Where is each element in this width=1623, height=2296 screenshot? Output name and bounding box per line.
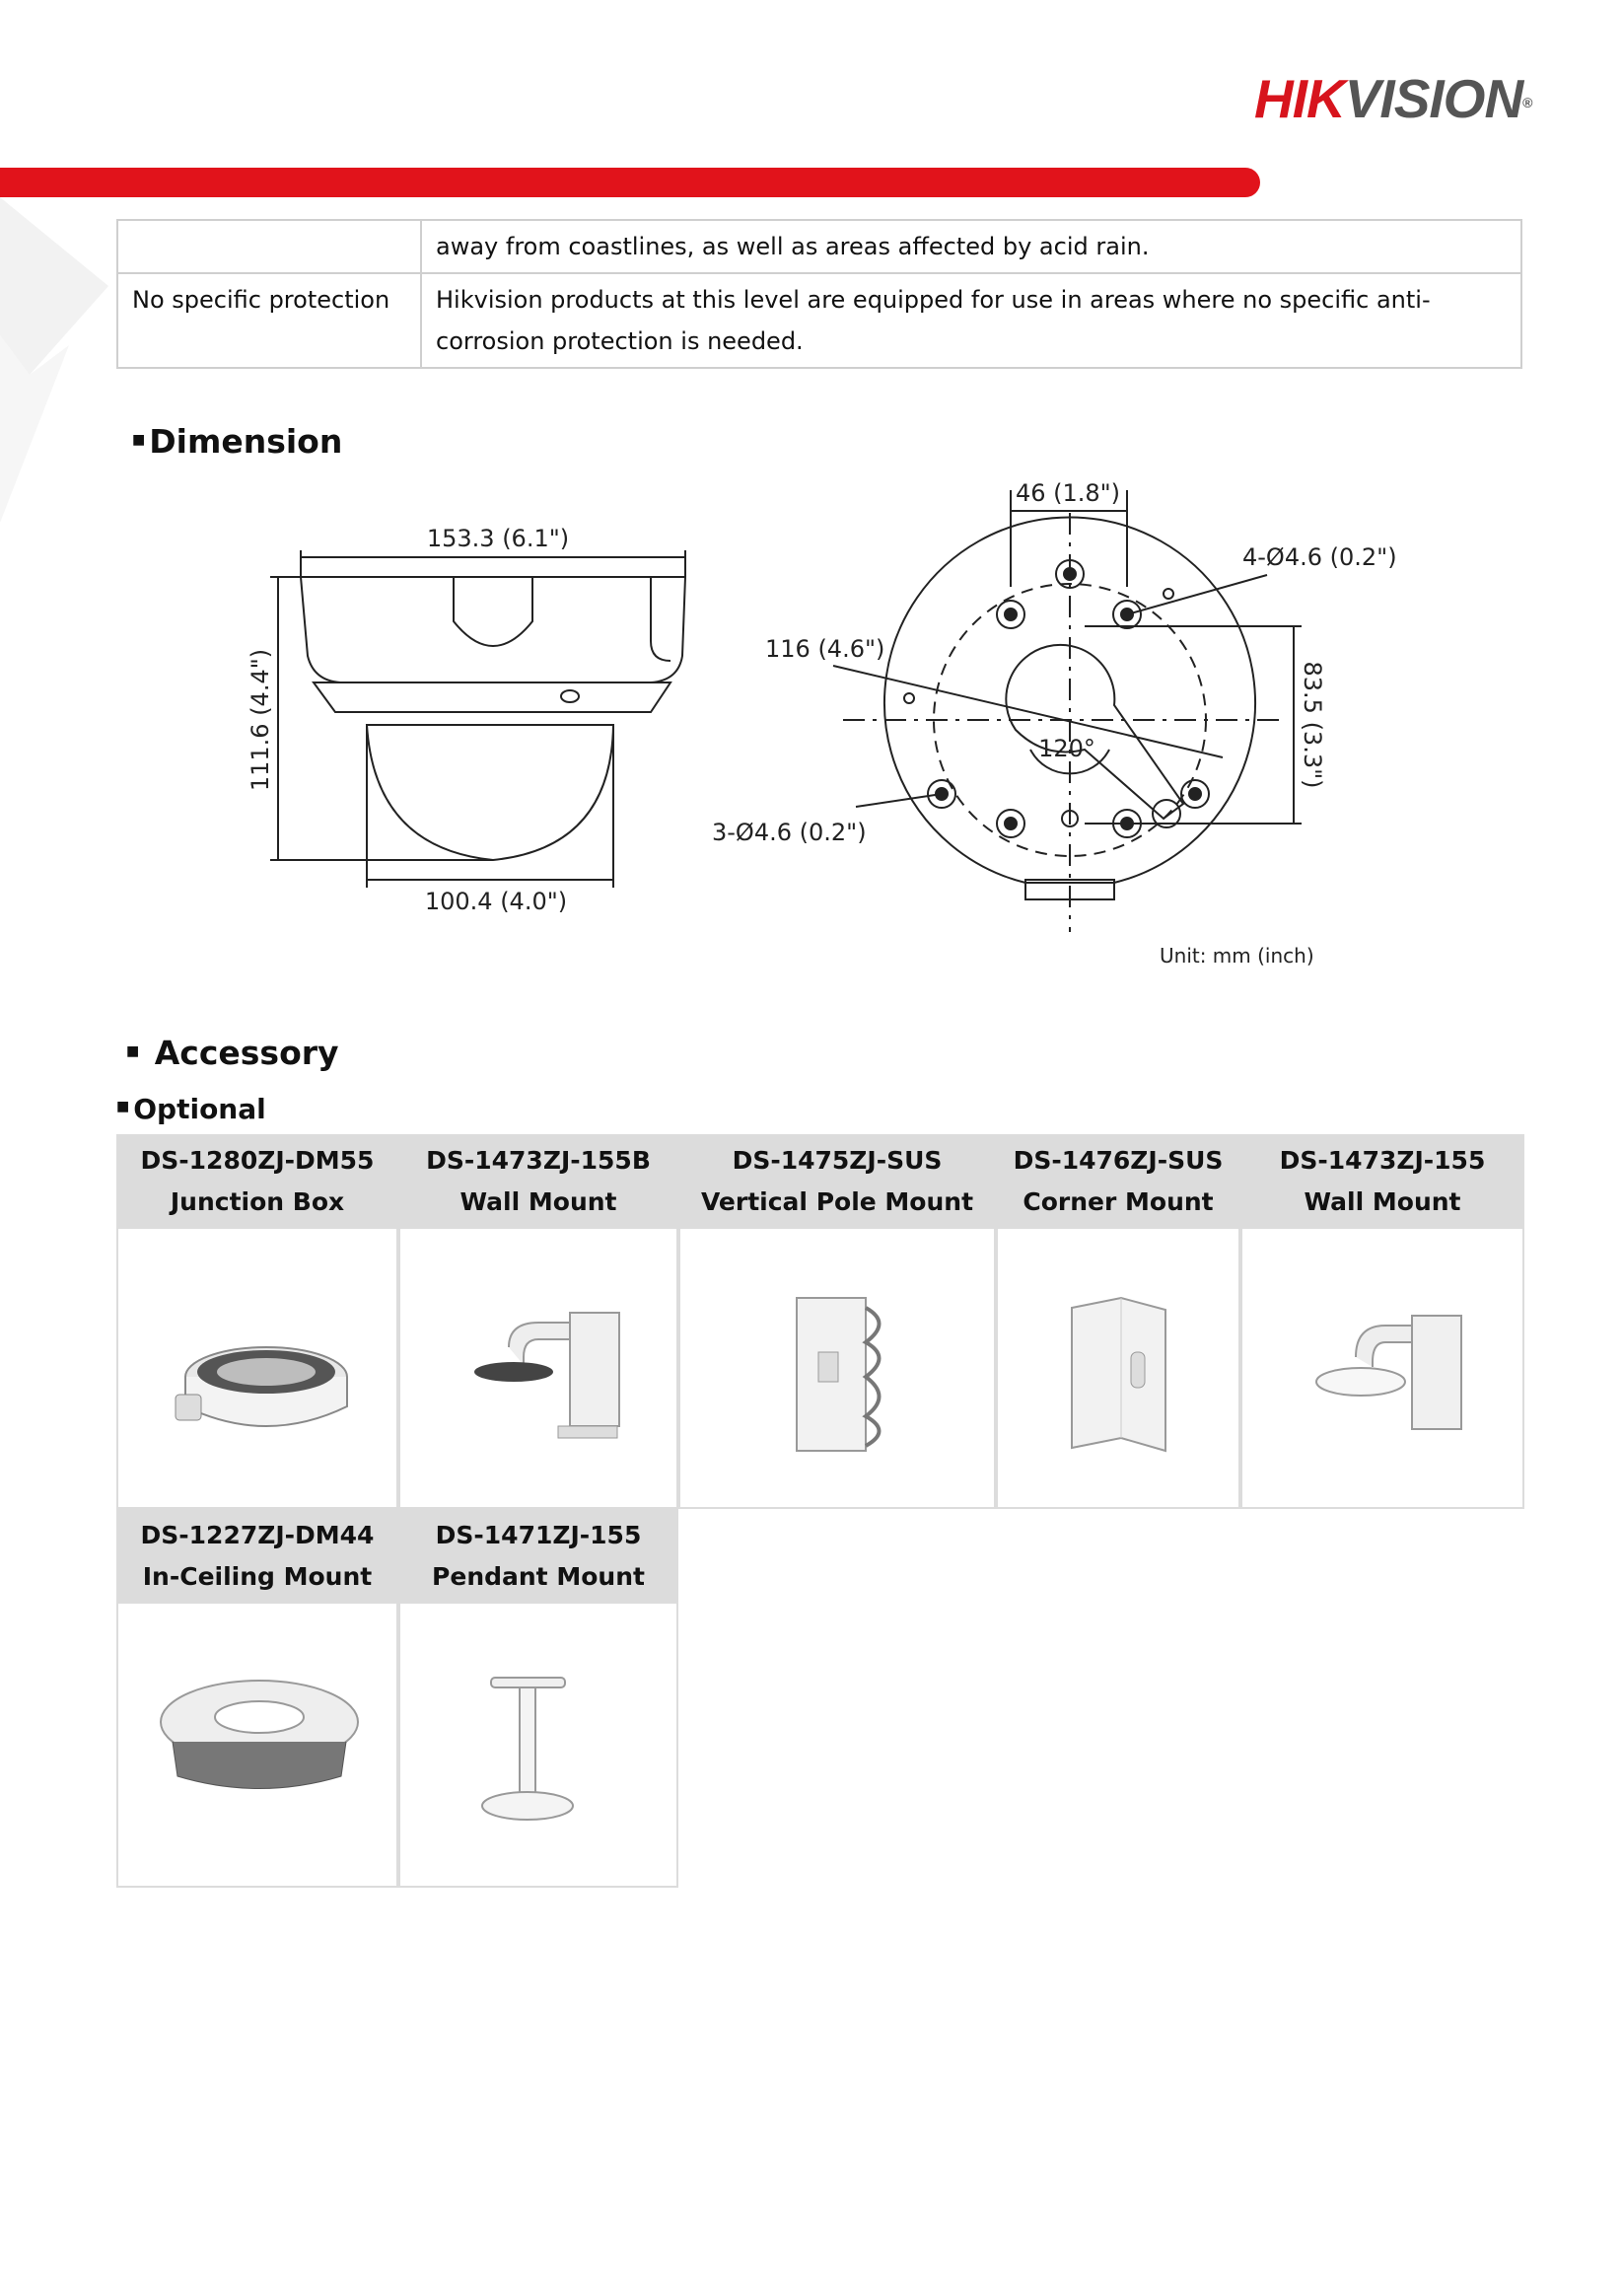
header-red-bar: [0, 168, 1260, 197]
dimension-drawing: [0, 464, 1623, 996]
width-top-label: 153.3 (6.1"): [426, 525, 570, 552]
width-bottom-label: 100.4 (4.0"): [424, 888, 568, 915]
table-row: [117, 273, 1521, 368]
accessory-header: DS-1476ZJ-SUS Corner Mount: [996, 1134, 1240, 1227]
in-ceiling-mount-icon: [116, 1602, 398, 1888]
corner-mount-icon: [996, 1227, 1240, 1509]
optional-heading: ■ Optional: [116, 1093, 266, 1125]
pendant-mount-icon: [398, 1602, 678, 1888]
accessory-header: DS-1227ZJ-DM44 In-Ceiling Mount: [116, 1509, 398, 1602]
junction-box-icon: [116, 1227, 398, 1509]
holes-3-label: 3-Ø4.6 (0.2"): [712, 819, 867, 846]
accessory-header: DS-1473ZJ-155B Wall Mount: [398, 1134, 678, 1227]
camera-notch: [454, 577, 532, 646]
pole-mount-icon: [678, 1227, 996, 1509]
angle-label: 120°: [1038, 735, 1095, 762]
table-row: [117, 220, 1521, 273]
accessory-header: DS-1475ZJ-SUS Vertical Pole Mount: [678, 1134, 996, 1227]
camera-base-ring: [314, 682, 670, 712]
accessory-header: DS-1471ZJ-155 Pendant Mount: [398, 1509, 678, 1602]
camera-dome: [367, 725, 613, 860]
accessory-header: DS-1473ZJ-155 Wall Mount: [1240, 1134, 1524, 1227]
hole-spacing-label: 46 (1.8"): [1015, 479, 1121, 507]
camera-screw: [561, 690, 579, 702]
mount-plate-cutout: [1006, 645, 1183, 819]
accessory-heading: ■ Accessory: [126, 1034, 339, 1072]
wall-mount-icon: [398, 1227, 678, 1509]
bullet-icon: ■: [132, 431, 146, 448]
dimension-heading: ■ Dimension: [132, 422, 343, 461]
hikvision-logo: HIKVISION®: [1254, 68, 1532, 129]
vertical-dim-label: 83.5 (3.3"): [1299, 661, 1326, 789]
wall-mount-icon: [1240, 1227, 1524, 1509]
bullet-icon: ■: [116, 1099, 130, 1114]
protection-description-cell: away from coastlines, as well as areas affected by acid rain.: [421, 220, 1521, 273]
protection-level-cell: No specific protection: [117, 273, 421, 368]
bullet-icon: ■: [126, 1042, 140, 1059]
height-label: 111.6 (4.4"): [247, 648, 274, 792]
unit-note: Unit: mm (inch): [1160, 944, 1314, 968]
accessory-grid: [116, 1134, 1524, 1889]
diameter-label: 116 (4.6"): [765, 635, 885, 663]
camera-housing-top: [301, 577, 685, 682]
protection-table: [116, 219, 1522, 369]
protection-level-cell: [117, 220, 421, 273]
accessory-header: DS-1280ZJ-DM55 Junction Box: [116, 1134, 398, 1227]
protection-description-cell: Hikvision products at this level are equipped for use in areas where no specific anti-corrosion protection is needed.: [421, 273, 1521, 368]
holes-4-label: 4-Ø4.6 (0.2"): [1242, 543, 1397, 571]
